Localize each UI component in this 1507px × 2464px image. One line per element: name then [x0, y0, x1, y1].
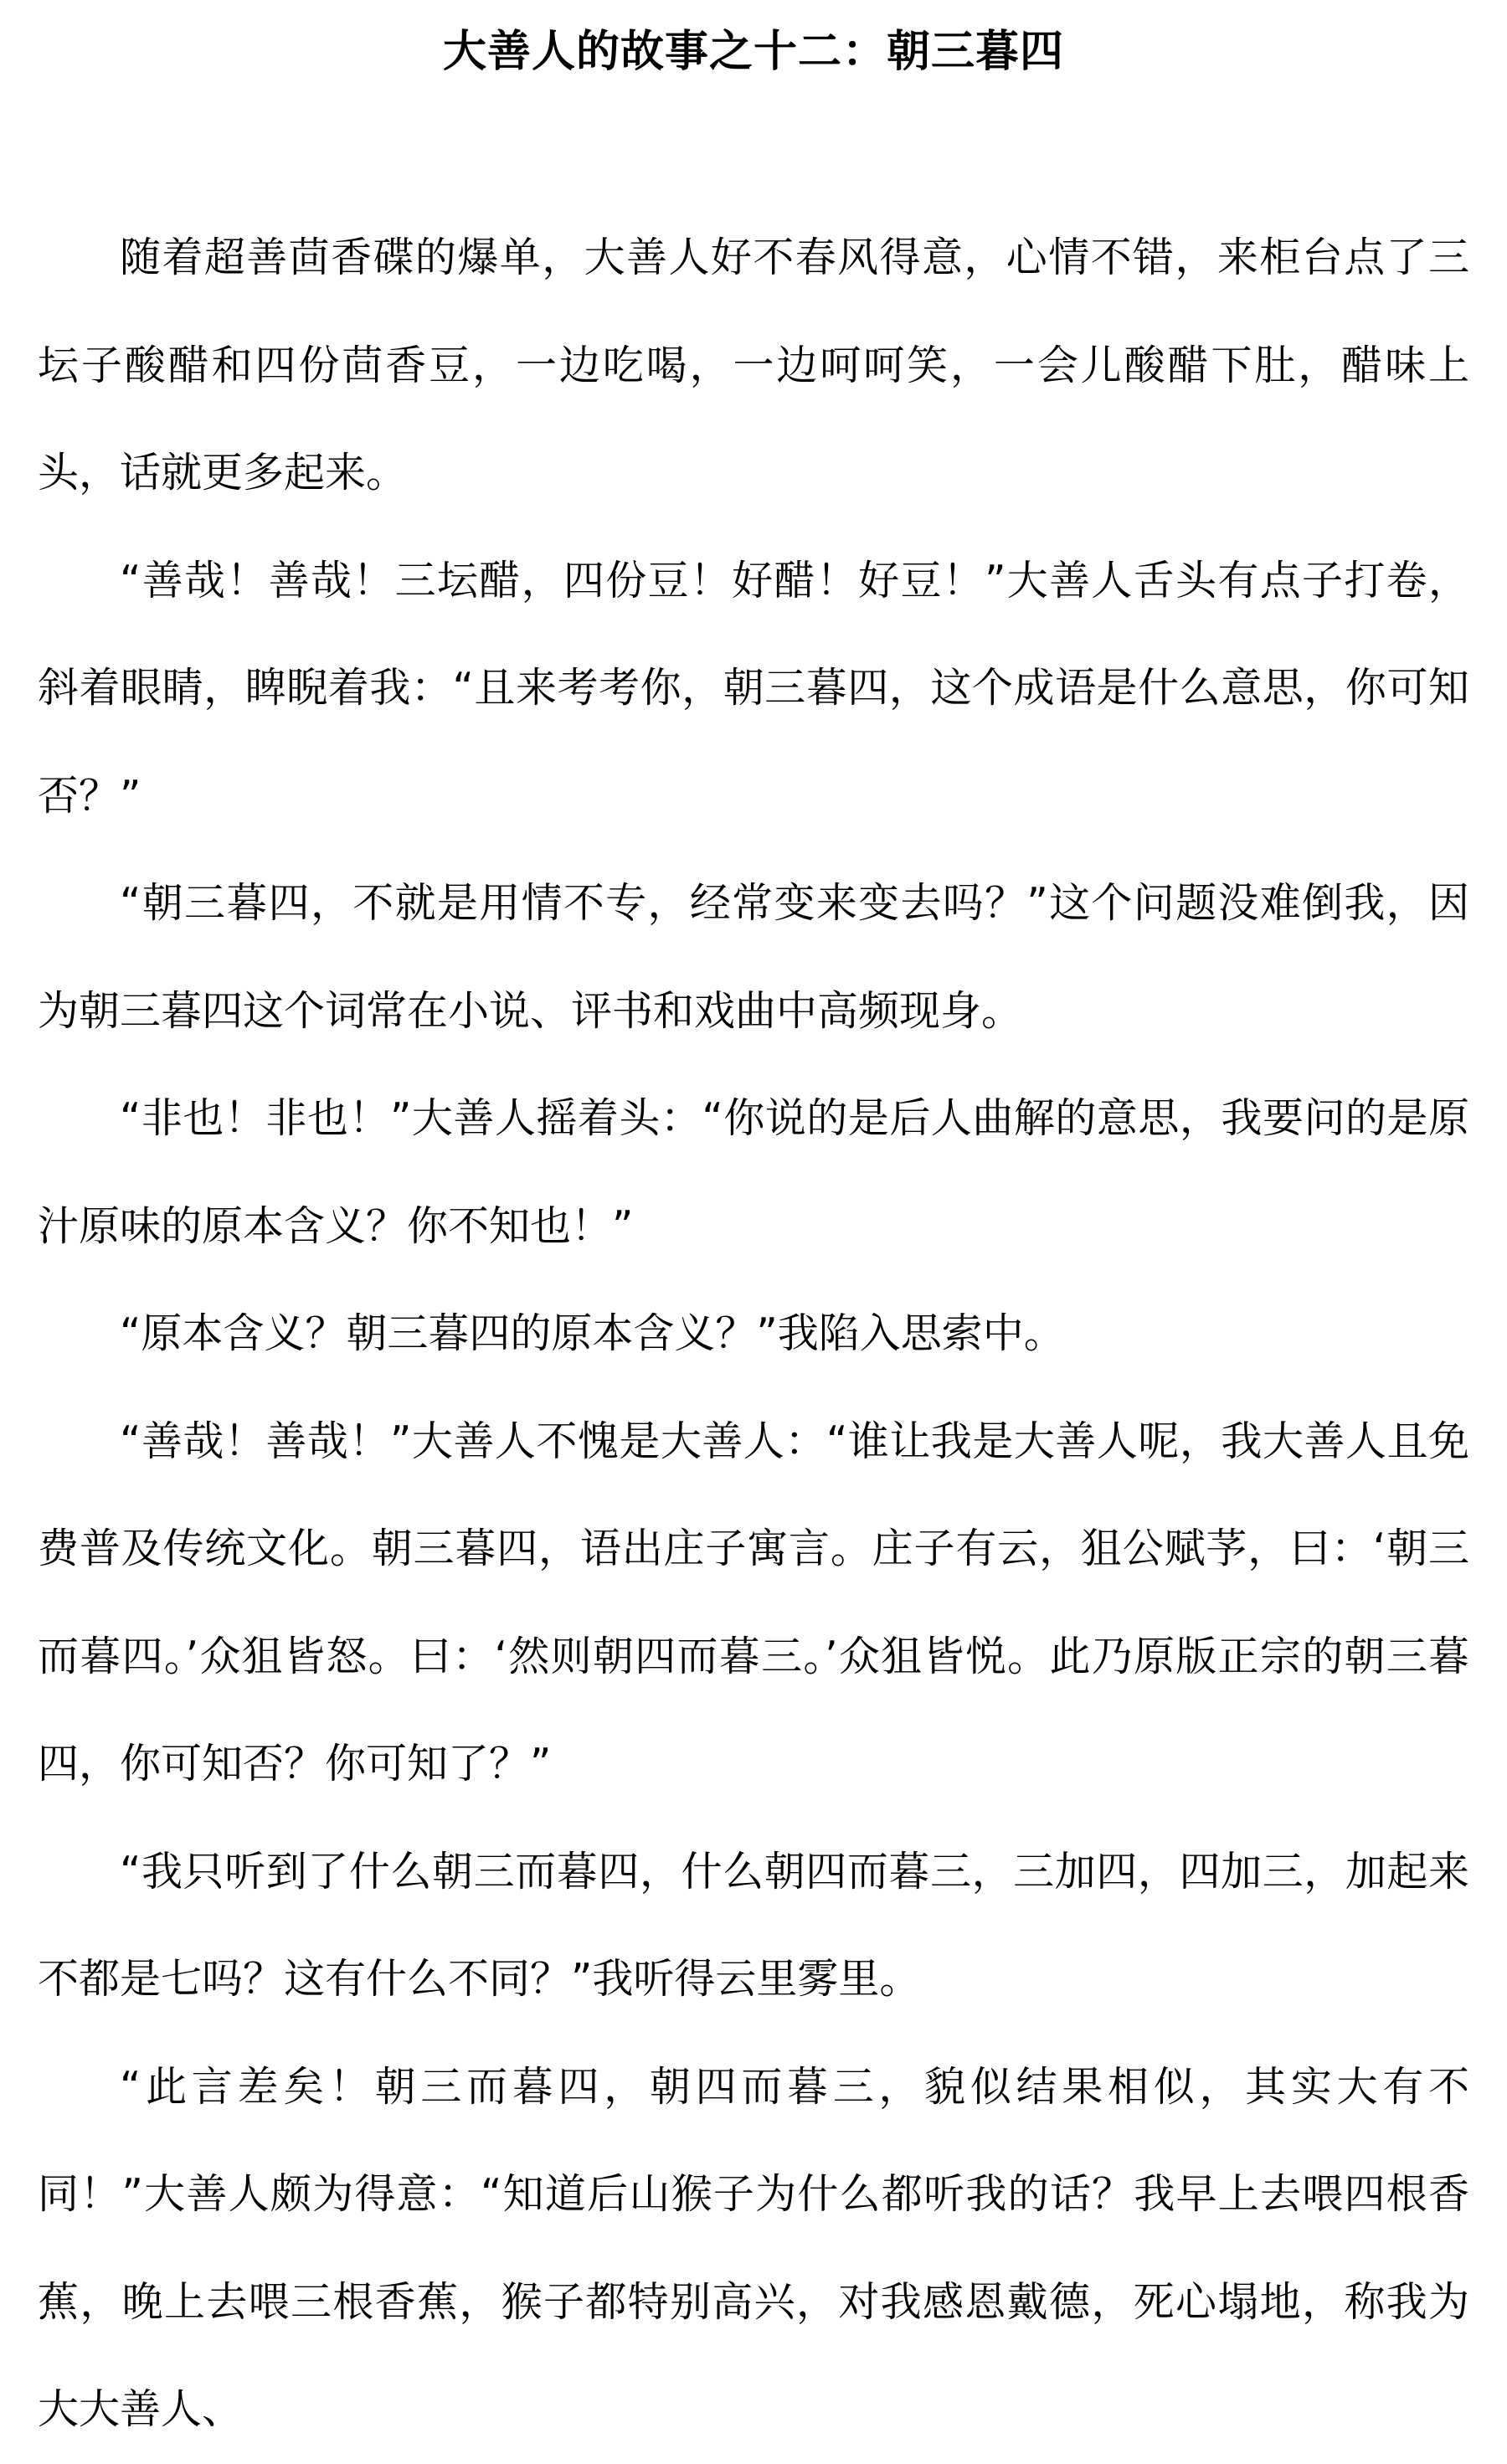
paragraph: “善哉！善哉！”大善人不愧是大善人：“谁让我是大善人呢，我大善人且免费普及传统文化。朝三暮四，语出庄子寓言。庄子有云，狙公赋芧，曰：‘朝三而暮四。’众狙皆怒。曰：‘然则朝四而暮三。’众狙皆悦。此乃原版正宗的朝三暮四，你可知否？你可知了？”: [38, 1417, 1469, 1788]
paragraph: “善哉！善哉！三坛醋，四份豆！好醋！好豆！”大善人舌头有点子打卷，斜着眼睛，睥睨着我：“且来考考你，朝三暮四，这个成语是什么意思，你可知否？”: [38, 556, 1469, 820]
document-body: [38, 204, 1469, 2464]
paragraph: 随着超善茴香碟的爆单，大善人好不春风得意，心情不错，来柜台点了三坛子酸醋和四份茴香豆，一边吃喝，一边呵呵笑，一会儿酸醋下肚，醋味上头，话就更多起来。: [38, 234, 1469, 496]
paragraph: “原本含义？朝三暮四的原本含义？”我陷入思索中。: [120, 1309, 1065, 1357]
document-page: [38, 0, 1469, 2464]
paragraph: “非也！非也！”大善人摇着头：“你说的是后人曲解的意思，我要问的是原汁原味的原本含义？你不知也！”: [38, 1094, 1469, 1250]
paragraph: “我只听到了什么朝三而暮四，什么朝四而暮三，三加四，四加三，加起来不都是七吗？这有什么不同？”我听得云里雾里。: [38, 1847, 1469, 2003]
paragraph: “朝三暮四，不就是用情不专，经常变来变去吗？”这个问题没难倒我，因为朝三暮四这个词常在小说、评书和戏曲中高频现身。: [38, 879, 1469, 1035]
paragraph: “此言差矣！朝三而暮四，朝四而暮三，貌似结果相似，其实大有不同！”大善人颇为得意：“知道后山猴子为什么都听我的话？我早上去喂四根香蕉，晚上去喂三根香蕉，猴子都特别高兴，对我感恩戴德，死心塌地，称我为大大善人、: [38, 2062, 1469, 2433]
document-title: 大善人的故事之十二：朝三暮四: [442, 27, 1064, 77]
